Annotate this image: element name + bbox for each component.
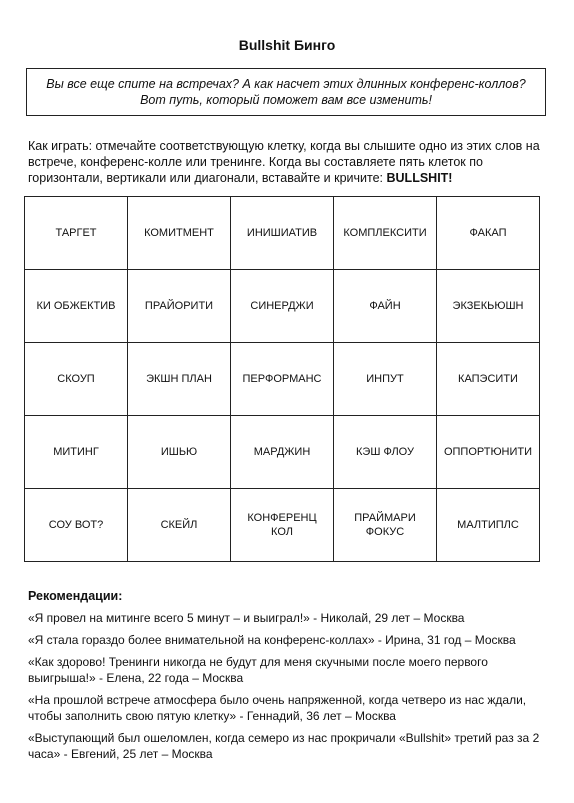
bingo-cell[interactable]: КЭШ ФЛОУ [334, 416, 437, 489]
bingo-cell[interactable]: ПЕРФОРМАНС [231, 343, 334, 416]
bingo-cell[interactable]: ФАЙН [334, 270, 437, 343]
bingo-cell[interactable]: МАРДЖИН [231, 416, 334, 489]
how-to-play [28, 138, 548, 186]
bingo-cell[interactable]: ПРАЙМАРИ ФОКУС [334, 489, 437, 562]
testimonial-item: «Как здорово! Тренинги никогда не будут для меня скучными после моего первого выигрыша!» - Елена, 22 года – Москва [28, 655, 488, 685]
bingo-row [25, 270, 540, 343]
page-title: Bullshit Бинго [238, 37, 336, 53]
bingo-cell[interactable]: КОНФЕРЕНЦ КОЛ [231, 489, 334, 562]
bingo-cell[interactable]: ЭКШН ПЛАН [128, 343, 231, 416]
bingo-cell[interactable]: СКОУП [25, 343, 128, 416]
bingo-cell[interactable]: КИ ОБЖЕКТИВ [25, 270, 128, 343]
intro-box [26, 68, 546, 116]
bingo-cell[interactable]: ИШЬЮ [128, 416, 231, 489]
bingo-cell[interactable]: СОУ ВОТ? [25, 489, 128, 562]
testimonials-list [28, 610, 548, 768]
bingo-row [25, 197, 540, 270]
bingo-cell[interactable]: ИНПУТ [334, 343, 437, 416]
testimonial-item: «Выступающий был ошеломлен, когда семеро из нас прокричали «Bullshit» третий раз за 2 часа» - Евгений, 25 лет – Москва [28, 731, 540, 761]
bingo-cell[interactable]: ФАКАП [437, 197, 540, 270]
bingo-cell[interactable]: ОППОРТЮНИТИ [437, 416, 540, 489]
bingo-cell[interactable]: СКЕЙЛ [128, 489, 231, 562]
recommendations-heading: Рекомендации: [28, 589, 123, 603]
bingo-cell[interactable]: МИТИНГ [25, 416, 128, 489]
testimonial-item: «Я провел на митинге всего 5 минут – и выиграл!» - Николай, 29 лет – Москва [28, 611, 465, 625]
bingo-cell[interactable]: ИНИШИАТИВ [231, 197, 334, 270]
bingo-cell[interactable]: КОМПЛЕКСИТИ [334, 197, 437, 270]
bingo-cell[interactable]: КОМИТМЕНТ [128, 197, 231, 270]
bingo-cell[interactable]: СИНЕРДЖИ [231, 270, 334, 343]
bingo-row [25, 416, 540, 489]
how-to-play-shout: BULLSHIT! [386, 171, 453, 185]
intro-line-1: Вы все еще спите на встречах? А как насчет этих длинных конференс-коллов? [46, 77, 526, 91]
bingo-cell[interactable]: МАЛТИПЛС [437, 489, 540, 562]
bingo-cell[interactable]: КАПЭСИТИ [437, 343, 540, 416]
testimonial-item: «На прошлой встрече атмосфера было очень напряженной, когда четверо из нас ждали, чтобы заполнить свою пятую клетку» - Геннадий, 36 лет – Москва [28, 693, 527, 723]
intro-line-2: Вот путь, который поможет вам все изменить! [140, 93, 432, 107]
bingo-cell[interactable]: ЭКЗЕКЬЮШН [437, 270, 540, 343]
bingo-cell[interactable]: ТАРГЕТ [25, 197, 128, 270]
bingo-row [25, 489, 540, 562]
bingo-grid [24, 196, 540, 562]
bingo-cell[interactable]: ПРАЙОРИТИ [128, 270, 231, 343]
testimonial-item: «Я стала гораздо более внимательной на конференс-коллах» - Ирина, 31 год – Москва [28, 633, 516, 647]
bingo-row [25, 343, 540, 416]
how-to-play-text: Как играть: отмечайте соответствующую клетку, когда вы слышите одно из этих слов на встрече, конференс-колле или тренинге. Когда вы составляете пять клеток по горизонтали, вертикали или диагонали, вставайте и кричите: [28, 139, 540, 185]
